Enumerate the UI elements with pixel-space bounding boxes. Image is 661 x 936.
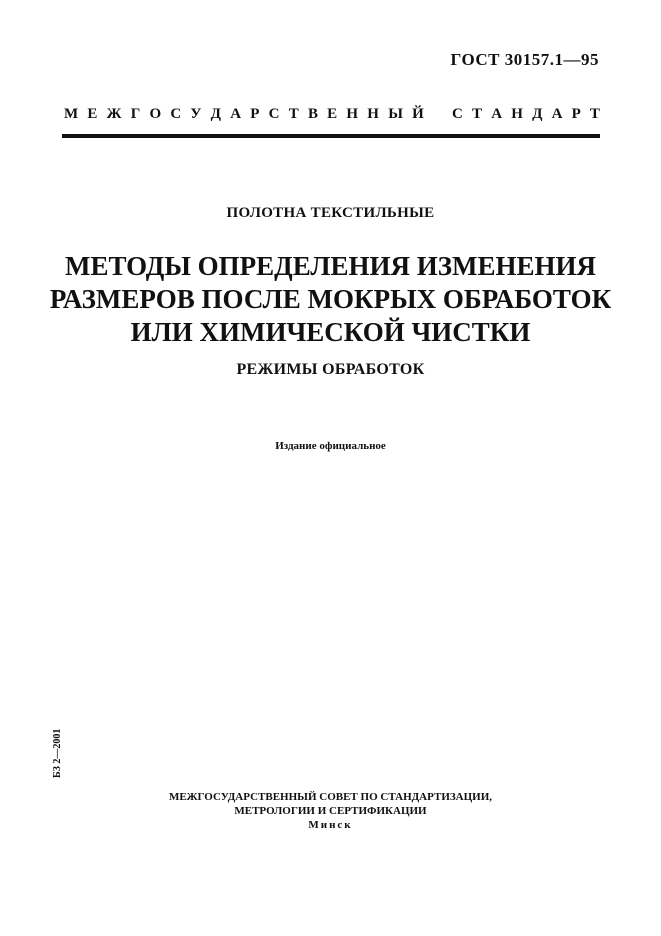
side-mark: БЗ 2—2001 [52,728,63,778]
edition-note: Издание официальное [275,440,386,452]
main-title-line: ИЛИ ХИМИЧЕСКОЙ ЧИСТКИ [130,317,531,347]
gost-code: ГОСТ 30157.1—95 [450,50,599,69]
document-part-title: РЕЖИМЫ ОБРАБОТОК [236,361,425,378]
standard-type-heading [64,106,600,123]
letter: Г [130,106,141,122]
letter: М [64,106,79,122]
letter: Е [87,106,98,122]
letter: А [230,106,242,122]
letter: С [170,106,182,122]
letter: А [551,106,563,122]
main-title-line: РАЗМЕРОВ ПОСЛЕ МОКРЫХ ОБРАБОТОК [49,284,612,314]
letter: Й [412,106,424,122]
standard-type-word-2 [452,106,600,123]
publisher-block [0,790,661,832]
letter: Е [327,106,338,122]
letter: Ы [388,106,403,122]
letter: Д [532,106,543,122]
letter: Т [589,106,600,122]
letter: Р [571,106,581,122]
header-rule [62,134,600,138]
letter: В [307,106,318,122]
letter: У [190,106,202,122]
main-title-line: МЕТОДЫ ОПРЕДЕЛЕНИЯ ИЗМЕНЕНИЯ [64,251,596,281]
letter: Д [210,106,221,122]
letter: Н [367,106,379,122]
publisher-city: Минск [308,819,353,831]
letter: Н [511,106,523,122]
letter: А [491,106,503,122]
letter: Т [288,106,299,122]
letter: Т [472,106,483,122]
letter: С [452,106,463,122]
document-subject: ПОЛОТНА ТЕКСТИЛЬНЫЕ [226,205,435,221]
letter: С [268,106,280,122]
publisher-line: МЕЖГОСУДАРСТВЕННЫЙ СОВЕТ ПО СТАНДАРТИЗАЦИИ, [168,791,493,803]
letter: О [149,106,162,122]
letter: Р [250,106,260,122]
letter: Н [346,106,359,122]
document-main-title [0,250,661,349]
letter: Ж [106,106,122,122]
standard-type-word-1 [64,106,424,123]
publisher-line: МЕТРОЛОГИИ И СЕРТИФИКАЦИИ [234,805,427,817]
